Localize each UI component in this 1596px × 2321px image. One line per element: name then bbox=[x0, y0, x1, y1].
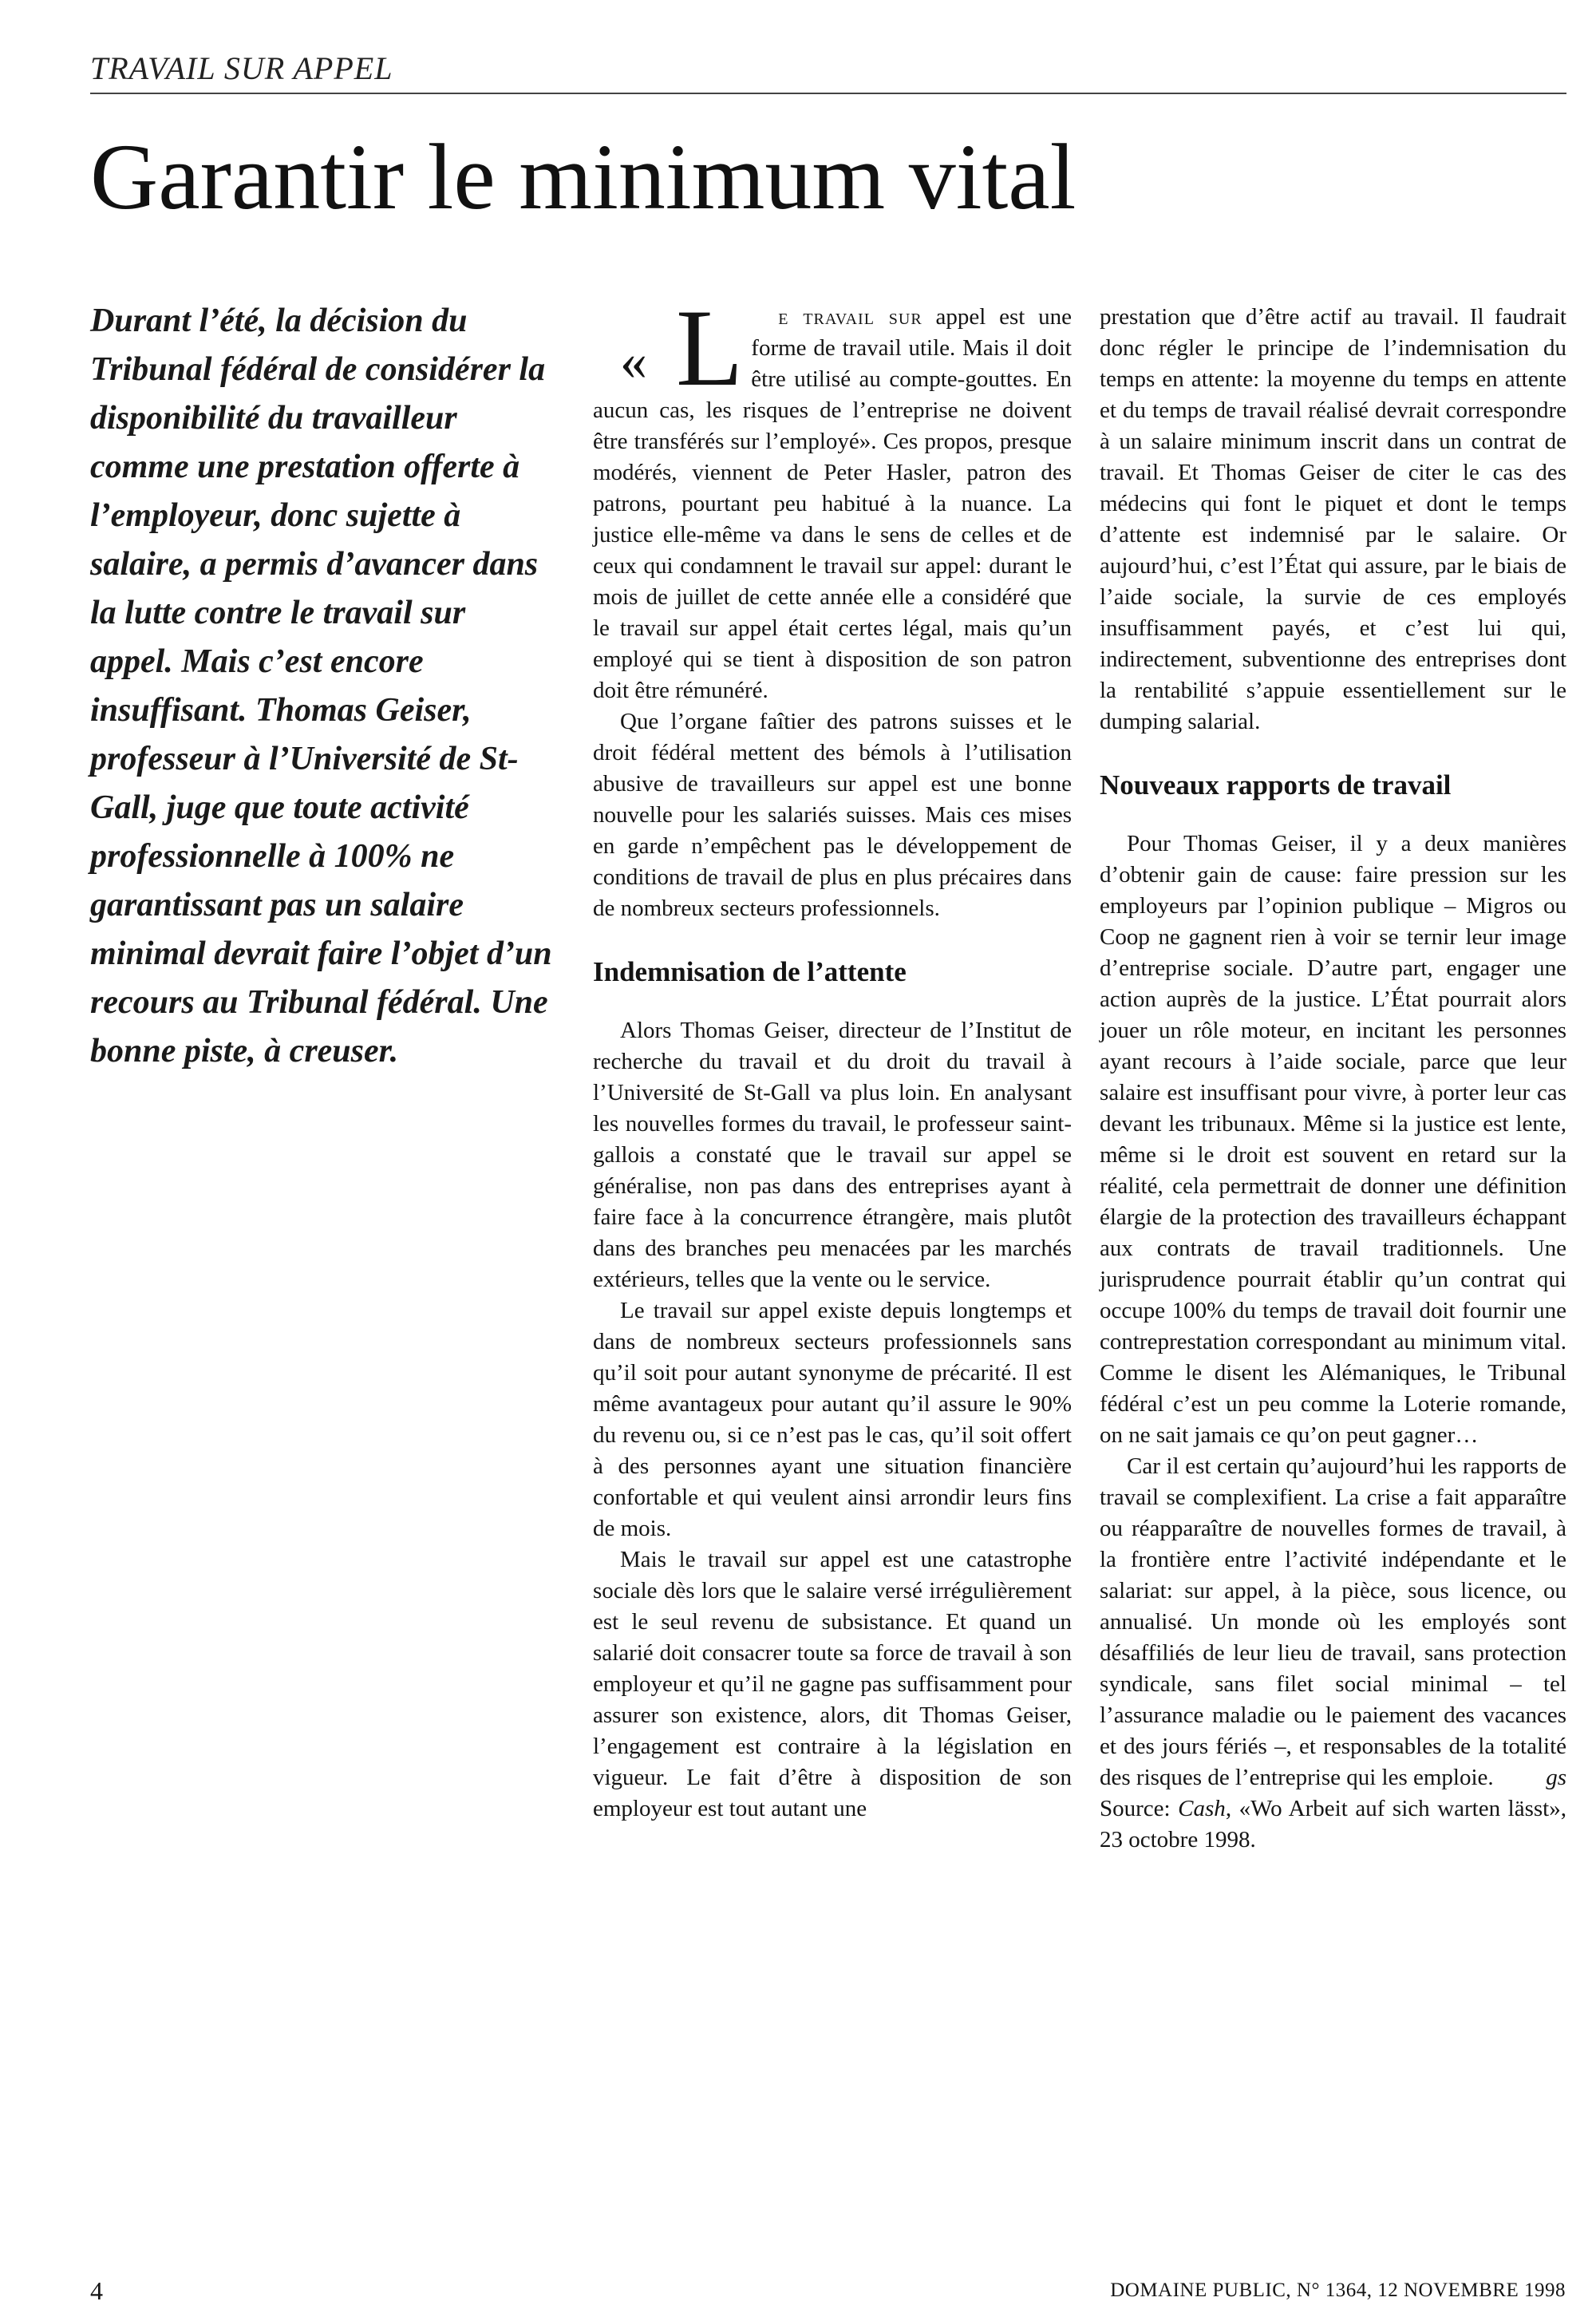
article-column-right bbox=[1100, 302, 1566, 1856]
opening-quote-mark: « bbox=[620, 330, 647, 391]
source-citation bbox=[1100, 1793, 1566, 1856]
article-lead: Durant l’été, la décision du Tribunal fédéral de considérer la disponibilité du travailleur comme une prestation offerte à l’employeur, donc sujette à salaire, a permis d’avancer dans la lutte contre le travail sur appel. Mais c’est encore insuffisant. Thomas Geiser, professeur à l’Université de St-Gall, juge que toute activité professionnelle à 100% ne garantissant pas un salaire minimal devrait faire l’objet d’un recours au Tribunal fédéral. Une bonne piste, à creuser. bbox=[90, 302, 552, 1070]
section-heading-nouveaux-rapports: Nouveaux rapports de travail bbox=[1100, 769, 1452, 801]
section2-paragraph-1: Pour Thomas Geiser, il y a deux manières d’obtenir gain de cause: faire pression sur les employeurs par l’opinion publique – Migros ou Coop ne gagnent rien à voir se ternir leur image d’entreprise sociale. D’autre part, engager une action auprès de la justice. L’État pourrait alors jouer un rôle moteur, en incitant les personnes ayant recours à l’aide sociale, parce que leur salaire est insuffisant pour vivre, à porter leur cas devant les tribunaux. Même si la justice est lente, même si le droit est souvent en retard sur la réalité, cela permettrait de donner une définition élargie de la protection des travailleurs échappant aux contrats de travail traditionnels. Une jurisprudence pourrait établir qu’un contrat qui occupe 100% du temps de travail doit fournir une contreprestation correspondant au minimum vital. Comme le disent les Alémaniques, le Tribunal fédéral c’est un peu comme la Loterie romande, on ne sait jamais ce qu’on peut gagner… bbox=[1100, 831, 1566, 1448]
section1-paragraph-3: Mais le travail sur appel est une catastrophe sociale dès lors que le salaire versé irrégulièrement est le seul revenu de subsistance. Et quand un salarié doit consacrer toute sa force de travail à son employeur et qu’il ne gagne pas suffisamment pour assurer son existence, alors, dit Thomas Geiser, l’engagement est contraire à la législation en vigueur. Le fait d’être à disposition de son employeur est tout autant une bbox=[593, 1547, 1072, 1821]
section1-paragraph-3-continued: prestation que d’être actif au travail. Il faudrait donc régler le principe de l’indemnisation du temps en attente: la moyenne du temps en attente et du temps de travail réalisé devrait correspondre à un salaire minimum inscrit dans un contrat de travail. Et Thomas Geiser de citer le cas des médecins qui font le piquet et dont le temps d’attente est indemnisé par le salaire. Or aujourd’hui, c’est l’État qui assure, par le biais de l’aide sociale, la survie de ces employés insuffisamment payés, et c’est lui qui, indirectement, subventionne des entreprises dont la rentabilité s’appuie essentiellement sur le dumping salarial. bbox=[1100, 304, 1566, 734]
section-rubric: TRAVAIL SUR APPEL bbox=[90, 50, 393, 86]
opening-text: appel est une forme de travail utile. Mais il doit être utilisé au compte-gouttes. En aucun cas, les risques de l’entreprise ne doivent être transférés sur l’employé». Ces propos, presque modérés, viennent de Peter Hasler, patron des patrons, pourtant peu habitué à la nuance. La justice elle-même va dans le sens de celles et de ceux qui condamnent le travail sur appel: durant le mois de juillet de cette année elle a considéré que le travail sur appel était certes légal, mais qu’un employé qui se tient à disposition de son patron doit être rémunéré. bbox=[593, 304, 1073, 703]
header-rule bbox=[90, 93, 1566, 94]
section2-paragraph-2 bbox=[1100, 1451, 1566, 1793]
opening-small-caps: e travail sur bbox=[778, 304, 922, 330]
section1-paragraph-1: Alors Thomas Geiser, directeur de l’Institut de recherche du travail et du droit du travail à l’Université de St-Gall va plus loin. En analysant les nouvelles formes du travail, le professeur saint-gallois a constaté que le travail sur appel se généralise, non pas dans des entreprises ayant à faire face à la concurrence étrangère, mais plutôt dans des branches peu menacées par les marchés extérieurs, telles que la vente ou le service. bbox=[593, 1018, 1072, 1292]
section2-paragraph-2-text: Car il est certain qu’aujourd’hui les rapports de travail se complexifient. La crise a fait apparaître ou réapparaître de nouvelles formes de travail, à la frontière entre l’activité indépendante et le salariat: sur appel, à la pièce, sous licence, ou annualisé. Un monde où les employés sont désaffiliés de leur lieu de travail, sans protection syndicale, sans filet social minimal – tel l’assurance maladie ou le paiement des vacances et des jours fériés –, et responsables de la totalité des risques de l’entreprise qui les emploie. bbox=[1100, 1453, 1566, 1790]
section-heading-indemnisation: Indemnisation de l’attente bbox=[593, 956, 907, 987]
article-column-middle bbox=[593, 287, 1073, 1825]
source-label: Source: bbox=[1100, 1796, 1179, 1821]
source-details: , «Wo Arbeit auf sich warten lässt», 23 octobre 1998. bbox=[1100, 1796, 1566, 1852]
page-number: 4 bbox=[90, 2276, 103, 2305]
drop-cap-letter: L bbox=[676, 287, 744, 409]
paragraph-2: Que l’organe faîtier des patrons suisses et le droit fédéral mettent des bémols à l’utilisation abusive de travailleurs sur appel est une bonne nouvelle pour les salariés suisses. Mais ces mises en garde n’empêchent pas le développement de conditions de travail de plus en plus précaires dans de nombreux secteurs professionnels. bbox=[593, 709, 1072, 921]
source-publication: Cash bbox=[1178, 1796, 1226, 1821]
issue-info: DOMAINE PUBLIC, N° 1364, 12 NOVEMBRE 1998 bbox=[1110, 2279, 1566, 2301]
article-headline: Garantir le minimum vital bbox=[90, 125, 1077, 229]
opening-paragraph bbox=[593, 287, 1073, 706]
author-signature: gs bbox=[1546, 1765, 1566, 1790]
section1-paragraph-2: Le travail sur appel existe depuis longtemps et dans de nombreux secteurs professionnels sans qu’il soit pour autant synonyme de précarité. Il est même avantageux pour autant qu’il assure le 90% du revenu ou, si ce n’est pas le cas, qu’il soit offert à des personnes ayant une situation financière confortable et qui veulent ainsi arrondir leurs fins de mois. bbox=[593, 1298, 1072, 1541]
